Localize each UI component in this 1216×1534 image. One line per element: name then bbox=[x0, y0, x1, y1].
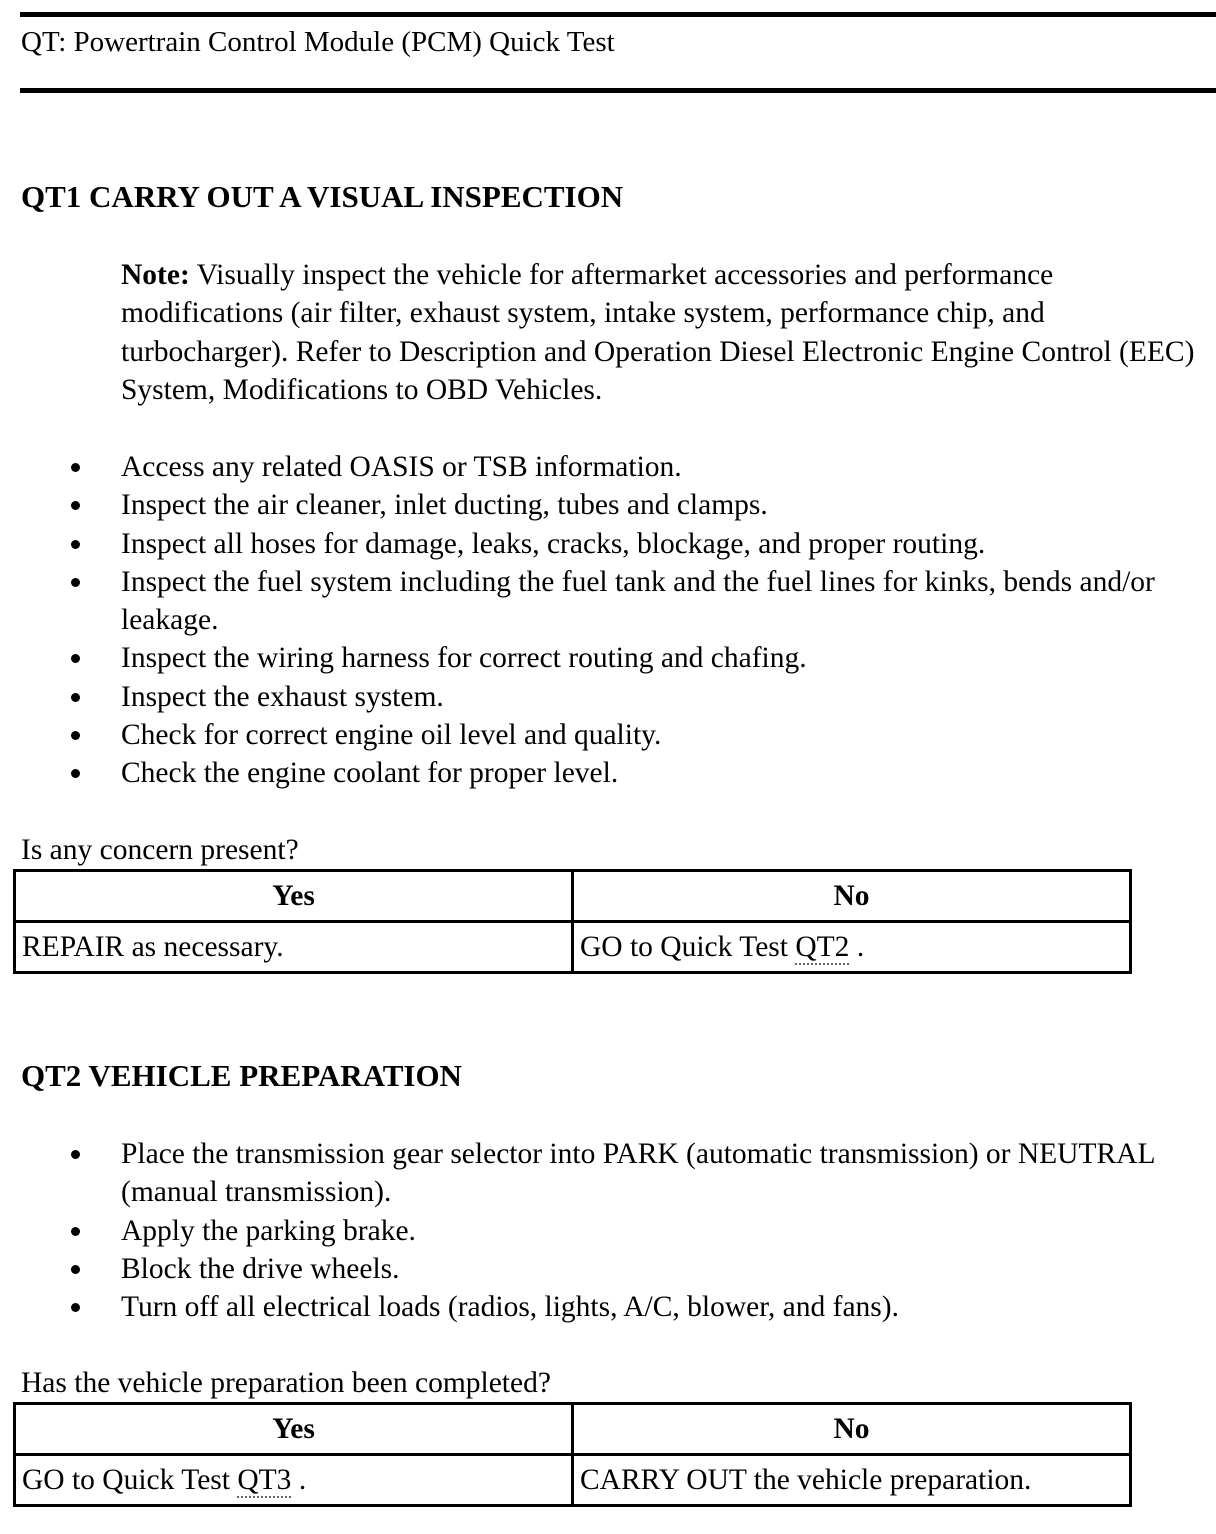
table-header-row bbox=[15, 871, 1131, 922]
list-item: Check for correct engine oil level and quality. bbox=[0, 716, 1201, 754]
bullet-icon bbox=[71, 463, 80, 472]
list-item: Inspect the fuel system including the fuel tank and the fuel lines for kinks, bends and/or leakage. bbox=[0, 563, 1201, 640]
question-qt1: Is any concern present? bbox=[21, 834, 299, 866]
list-item: Check the engine coolant for proper level. bbox=[0, 754, 1201, 792]
section-heading-qt2: QT2 VEHICLE PREPARATION bbox=[21, 1058, 462, 1093]
list-item: Place the transmission gear selector into PARK (automatic transmission) or NEUTRAL (manual transmission). bbox=[0, 1135, 1201, 1212]
list-item: Inspect the wiring harness for correct routing and chafing. bbox=[0, 639, 1201, 677]
yes-cell: REPAIR as necessary. bbox=[15, 922, 573, 973]
yes-cell: GO to Quick Test QT3 . bbox=[15, 1455, 573, 1506]
no-header: No bbox=[573, 871, 1131, 922]
bullet-icon bbox=[71, 731, 80, 740]
note-text: Visually inspect the vehicle for aftermarket accessories and performance modifications (air filter, exhaust system, intake system, performance chip, and turbocharger). Refer to Description and Operation Diesel Electronic Engine Control (EEC) System, Modifications to OBD Vehicles. bbox=[121, 259, 1195, 406]
qt3-link[interactable]: QT3 bbox=[237, 1463, 292, 1496]
table-row bbox=[15, 922, 1131, 973]
list-item: Inspect all hoses for damage, leaks, cracks, blockage, and proper routing. bbox=[0, 525, 1201, 563]
note-label: Note: bbox=[121, 259, 190, 291]
bullet-icon bbox=[71, 1303, 80, 1312]
answer-table-qt1 bbox=[13, 869, 1132, 974]
bullet-icon bbox=[71, 578, 80, 587]
bullet-icon bbox=[71, 1150, 80, 1159]
bullet-icon bbox=[71, 654, 80, 663]
note-paragraph bbox=[121, 256, 1201, 409]
no-cell: CARRY OUT the vehicle preparation. bbox=[573, 1455, 1131, 1506]
no-header: No bbox=[573, 1404, 1131, 1455]
list-item: Apply the parking brake. bbox=[0, 1212, 1201, 1250]
qt2-link[interactable]: QT2 bbox=[795, 930, 850, 963]
list-item: Turn off all electrical loads (radios, lights, A/C, blower, and fans). bbox=[0, 1288, 1201, 1326]
section-heading-qt1: QT1 CARRY OUT A VISUAL INSPECTION bbox=[21, 179, 624, 214]
bullet-icon bbox=[71, 501, 80, 510]
top-rule bbox=[20, 12, 1216, 17]
yes-header: Yes bbox=[15, 871, 573, 922]
list-item: Block the drive wheels. bbox=[0, 1250, 1201, 1288]
list-item: Inspect the exhaust system. bbox=[0, 678, 1201, 716]
list-item: Access any related OASIS or TSB information. bbox=[0, 448, 1201, 486]
bullet-icon bbox=[71, 693, 80, 702]
table-row bbox=[15, 1455, 1131, 1506]
title-bottom-rule bbox=[20, 88, 1216, 93]
no-cell: GO to Quick Test QT2 . bbox=[573, 922, 1131, 973]
bullet-icon bbox=[71, 769, 80, 778]
table-header-row bbox=[15, 1404, 1131, 1455]
question-qt2: Has the vehicle preparation been completed? bbox=[21, 1367, 551, 1399]
yes-header: Yes bbox=[15, 1404, 573, 1455]
bullet-icon bbox=[71, 1227, 80, 1236]
list-item: Inspect the air cleaner, inlet ducting, tubes and clamps. bbox=[0, 486, 1201, 524]
answer-table-qt2 bbox=[13, 1402, 1132, 1507]
bullet-icon bbox=[71, 1265, 80, 1274]
bullet-icon bbox=[71, 540, 80, 549]
document-title: QT: Powertrain Control Module (PCM) Quick Test bbox=[21, 26, 615, 58]
